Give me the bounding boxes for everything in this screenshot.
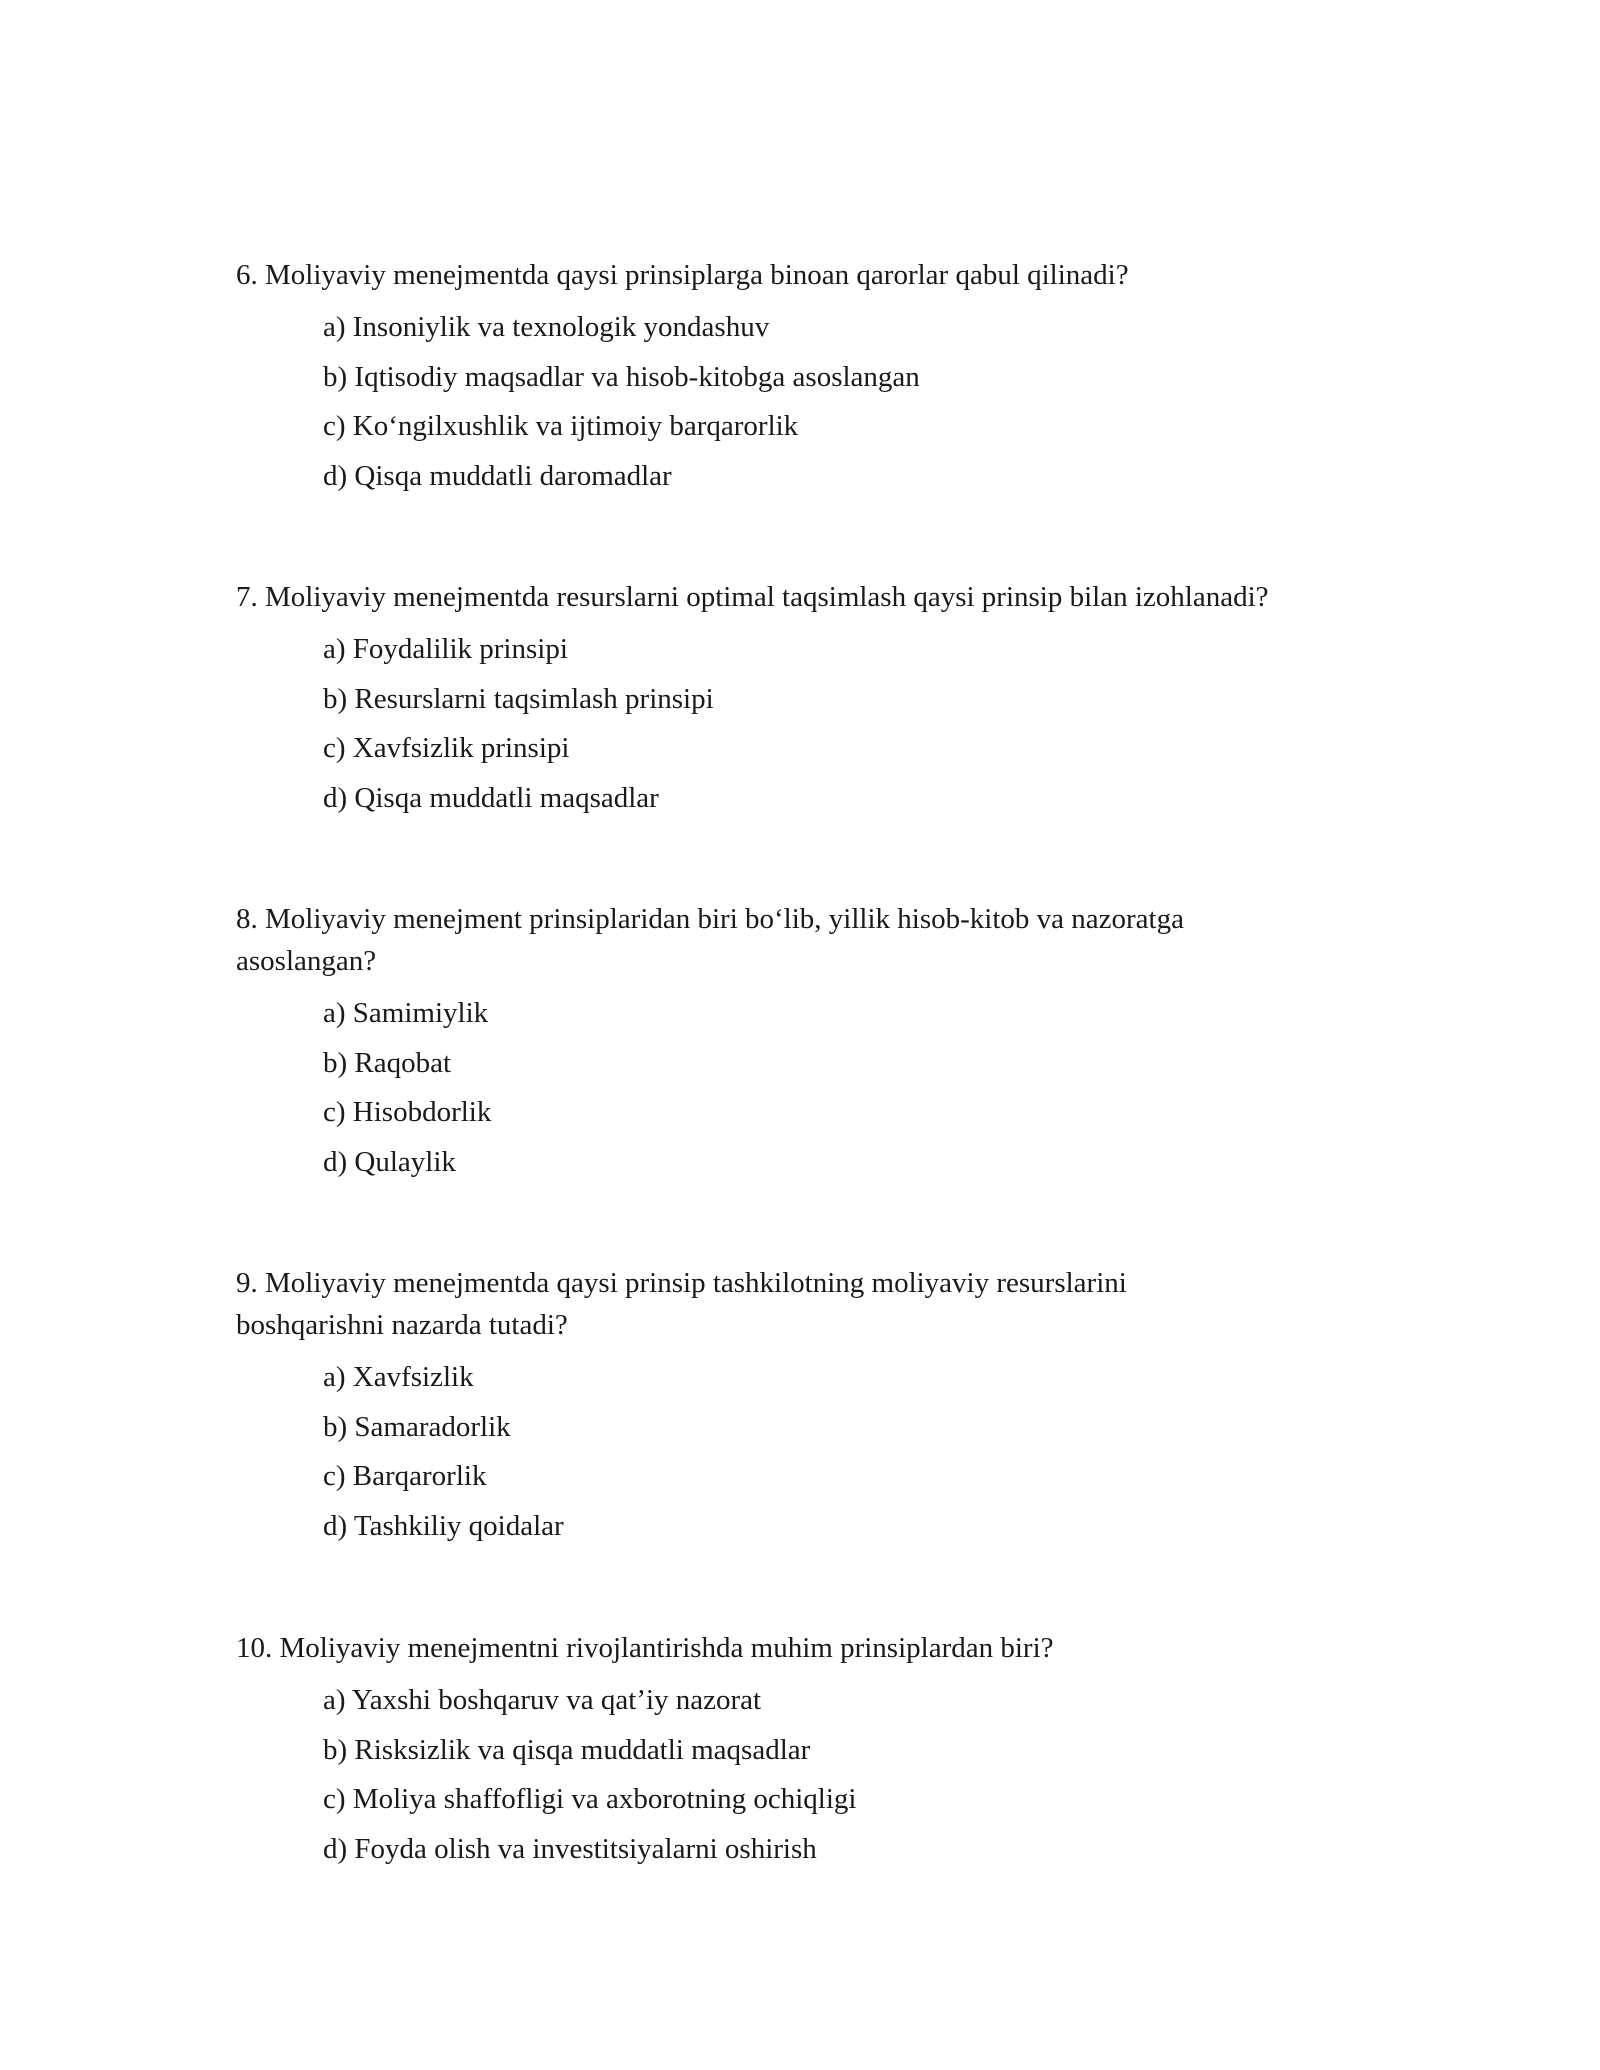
- question-text: [236, 898, 1366, 982]
- question-text-line-1: 9. Moliyaviy menejmentda qaysi prinsip tashkilotning moliyaviy resurslarini: [236, 1267, 1127, 1299]
- question-text-line-2: asoslangan?: [236, 945, 377, 977]
- option-b: b) Raqobat: [323, 1046, 452, 1079]
- option-d: d) Foyda olish va investitsiyalarni oshirish: [323, 1832, 817, 1865]
- option-d: d) Qulaylik: [323, 1145, 456, 1178]
- question-6: [236, 254, 1366, 501]
- option-b: b) Risksizlik va qisqa muddatli maqsadlar: [323, 1733, 811, 1766]
- option-b: b) Resurslarni taqsimlash prinsipi: [323, 682, 714, 715]
- option-a: a) Insoniylik va texnologik yondashuv: [323, 311, 770, 343]
- question-9: [236, 1262, 1366, 1551]
- option-a: a) Yaxshi boshqaruv va qat’iy nazorat: [323, 1684, 762, 1716]
- question-text-line-2: boshqarishni nazarda tutadi?: [236, 1309, 568, 1341]
- question-text: 10. Moliyaviy menejmentni rivojlantirishda muhim prinsiplardan biri?: [236, 1632, 1054, 1664]
- question-text: [236, 1262, 1366, 1346]
- option-b: b) Iqtisodiy maqsadlar va hisob-kitobga asoslangan: [323, 360, 920, 393]
- option-a: a) Samimiylik: [323, 997, 489, 1029]
- question-text: 6. Moliyaviy menejmentda qaysi prinsiplarga binoan qarorlar qabul qilinadi?: [236, 259, 1129, 291]
- option-d: d) Qisqa muddatli daromadlar: [323, 459, 672, 492]
- option-a: a) Foydalilik prinsipi: [323, 633, 568, 665]
- question-8: [236, 898, 1366, 1187]
- option-c: c) Barqarorlik: [323, 1460, 487, 1492]
- options-list: [236, 989, 1366, 1187]
- option-b: b) Samaradorlik: [323, 1410, 511, 1443]
- option-a: a) Xavfsizlik: [323, 1361, 474, 1393]
- question-10: [236, 1627, 1366, 1874]
- options-list: [236, 625, 1366, 823]
- question-text-line-1: 8. Moliyaviy menejment prinsiplaridan biri bo‘lib, yillik hisob-kitob va nazoratga: [236, 903, 1184, 935]
- option-c: c) Ko‘ngilxushlik va ijtimoiy barqarorlik: [323, 410, 799, 442]
- options-list: [236, 303, 1366, 501]
- option-d: d) Tashkiliy qoidalar: [323, 1509, 564, 1542]
- option-d: d) Qisqa muddatli maqsadlar: [323, 781, 659, 814]
- question-text: 7. Moliyaviy menejmentda resurslarni optimal taqsimlash qaysi prinsip bilan izohlanadi?: [236, 581, 1269, 613]
- option-c: c) Hisobdorlik: [323, 1096, 492, 1128]
- options-list: [236, 1353, 1366, 1551]
- question-7: [236, 576, 1366, 823]
- option-c: c) Xavfsizlik prinsipi: [323, 732, 570, 764]
- options-list: [236, 1676, 1366, 1874]
- option-c: c) Moliya shaffofligi va axborotning ochiqligi: [323, 1783, 857, 1815]
